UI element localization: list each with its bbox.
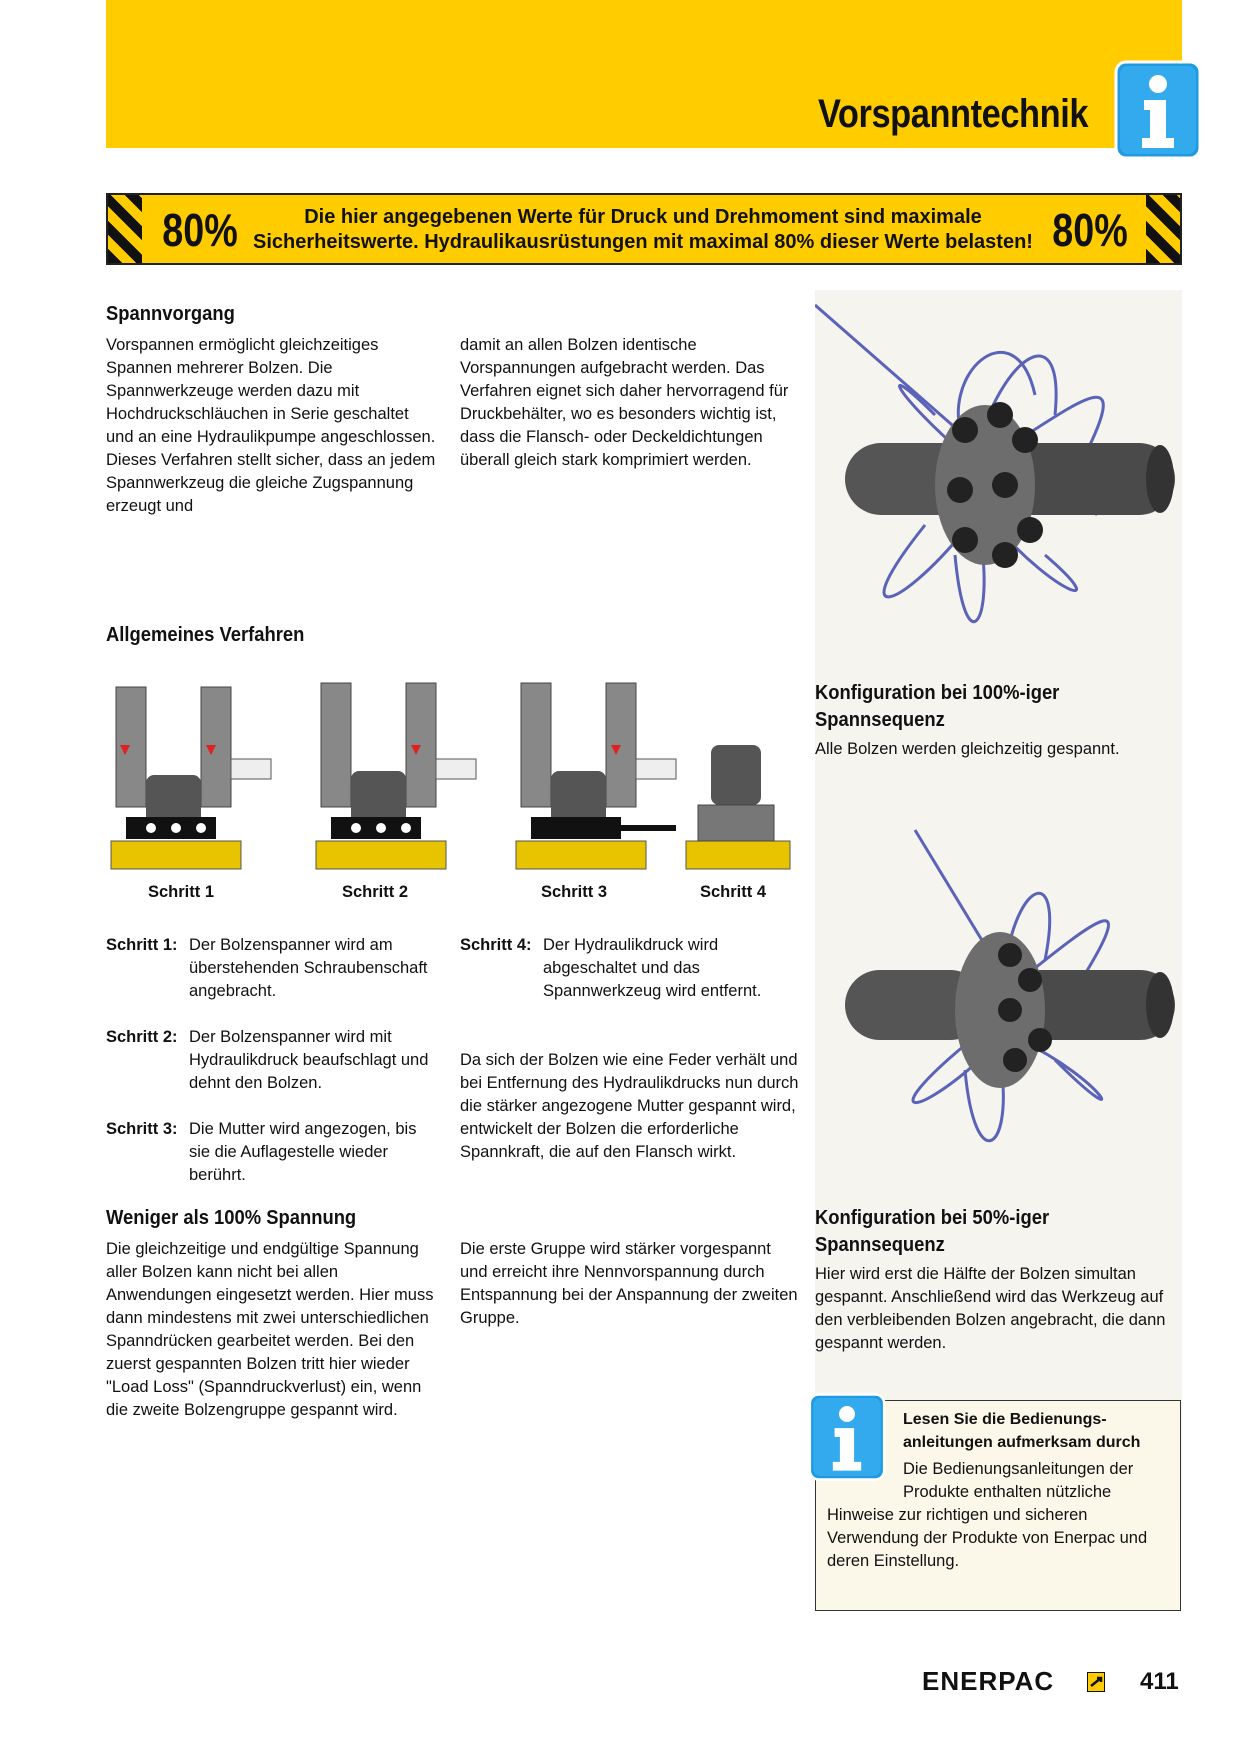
info-title-line2: anleitungen aufmerksam durch xyxy=(903,1434,1141,1451)
warning-text xyxy=(248,205,1038,255)
config100-block xyxy=(815,682,1175,761)
step-text-2: Der Bolzenspanner wird mit Hydraulikdruck beaufschlagt und dehnt den Bolzen. xyxy=(189,1028,429,1092)
step-key-4: Schritt 4: xyxy=(460,936,532,954)
section-heading-spannvorgang: Spannvorgang xyxy=(106,303,235,325)
warning-percent-left: 80% xyxy=(162,204,238,256)
step-key-3: Schritt 3: xyxy=(106,1120,178,1138)
step-label-1: Schritt 1 xyxy=(148,883,215,901)
warning-line-1: Die hier angegebenen Werte für Druck und Drehmoment sind maximale xyxy=(304,206,982,228)
steps-list-left xyxy=(106,934,436,1187)
step-text-1: Der Bolzenspanner wird am überstehenden Schraubenschaft angebracht. xyxy=(189,936,428,1000)
step-label-3: Schritt 3 xyxy=(541,883,608,901)
step-row-1 xyxy=(106,934,436,1003)
spannvorgang-text-col2: damit an allen Bolzen identische Vorspannungen aufgebracht werden. Das Verfahren eignet sich daher hervorragend für Druckbehälter, wo es besonders wichtig ist, dass die Flansch- oder Deckeldichtungen überall gleich stark komprimiert werden. xyxy=(460,336,789,469)
info-box-title xyxy=(903,1408,1173,1454)
config100-heading-line1: Konfiguration bei 100%-iger xyxy=(815,682,1060,704)
step-text-4: Der Hydraulikdruck wird abgeschaltet und das Spannwerkzeug wird entfernt. xyxy=(543,936,762,1000)
info-text-line1: Die Bedienungsanleitungen der xyxy=(903,1460,1134,1478)
flange-illustration-100 xyxy=(815,295,1182,675)
info-box-text-top xyxy=(903,1458,1173,1504)
page-title: Vorspanntechnik xyxy=(817,92,1088,136)
info-title-line1: Lesen Sie die Bedienungs- xyxy=(903,1411,1107,1428)
step-row-4 xyxy=(460,934,800,1003)
warning-banner xyxy=(106,193,1182,265)
info-box-text: Hinweise zur richtigen und sicheren Verwendung der Produkte von Enerpac und deren Einstellung. xyxy=(827,1506,1148,1570)
info-icon xyxy=(808,1392,886,1482)
feder-text: Da sich der Bolzen wie eine Feder verhält und bei Entfernung des Hydraulikdrucks nun durch die stärker angezogene Mutter gespannt wird, entwickelt der Bolzen die erforderliche Spannkraft, die auf den Flansch wirkt. xyxy=(460,1051,799,1161)
hazard-stripes-left xyxy=(108,195,142,263)
config100-heading-line2: Spannsequenz xyxy=(815,709,945,731)
weniger-text-col1: Die gleichzeitige und endgültige Spannung aller Bolzen kann nicht bei allen Anwendungen eingesetzt werden. Hier muss dann mindestens mit zwei unterschiedlichen Spanndrücken gearbeitet werden. Bei den zuerst gespannten Bolzen tritt hier wieder "Load Loss" (Spanndruckverlust) ein, wenn die zweite Bolzengruppe gespannt wird. xyxy=(106,1240,434,1419)
enerpac-logo: ENERPAC xyxy=(922,1666,1055,1696)
hazard-stripes-right xyxy=(1146,195,1180,263)
step-key-2: Schritt 2: xyxy=(106,1028,178,1046)
flange-illustration-50 xyxy=(815,820,1182,1180)
config50-text: Hier wird erst die Hälfte der Bolzen simultan gespannt. Anschließend wird das Werkzeug auf den verbleibenden Bolzen angebracht, die dann gespannt werden. xyxy=(815,1265,1166,1352)
info-text-line2: Produkte enthalten nützliche xyxy=(903,1483,1112,1501)
section-heading-verfahren: Allgemeines Verfahren xyxy=(106,624,305,646)
procedure-steps-diagram xyxy=(106,675,796,875)
config50-heading-line1: Konfiguration bei 50%-iger xyxy=(815,1207,1050,1229)
step-key-1: Schritt 1: xyxy=(106,936,178,954)
step-row-2 xyxy=(106,1026,436,1095)
step-text-3: Die Mutter wird angezogen, bis sie die Auflagestelle wieder berührt. xyxy=(189,1120,417,1184)
step-label-2: Schritt 2 xyxy=(342,883,409,901)
warning-percent-right: 80% xyxy=(1052,204,1128,256)
step-label-4: Schritt 4 xyxy=(700,883,767,901)
page-number: 411 xyxy=(1140,1668,1179,1695)
warning-line-2: Sicherheitswerte. Hydraulikausrüstungen mit maximal 80% dieser Werte belasten! xyxy=(253,231,1033,253)
weniger-text-col2: Die erste Gruppe wird stärker vorgespannt und erreicht ihre Nennvorspannung durch Entspannung bei der Anspannung der zweiten Gruppe. xyxy=(460,1240,798,1327)
logo-mark-icon xyxy=(1087,1672,1105,1692)
steps-list-right xyxy=(460,934,800,1003)
spannvorgang-text-col1: Vorspannen ermöglicht gleichzeitiges Spannen mehrerer Bolzen. Die Spannwerkzeuge werden dazu mit Hochdruckschläuchen in Serie geschaltet und an eine Hydraulikpumpe angeschlossen. Dieses Verfahren stellt sicher, dass an jedem Spannwerkzeug die gleiche Zugspannung erzeugt und xyxy=(106,336,436,515)
section-heading-weniger: Weniger als 100% Spannung xyxy=(106,1207,357,1229)
config50-heading-line2: Spannsequenz xyxy=(815,1234,945,1256)
config100-text: Alle Bolzen werden gleichzeitig gespannt. xyxy=(815,740,1120,758)
step-row-3 xyxy=(106,1118,436,1187)
config50-block xyxy=(815,1207,1175,1355)
info-icon xyxy=(1114,60,1202,160)
